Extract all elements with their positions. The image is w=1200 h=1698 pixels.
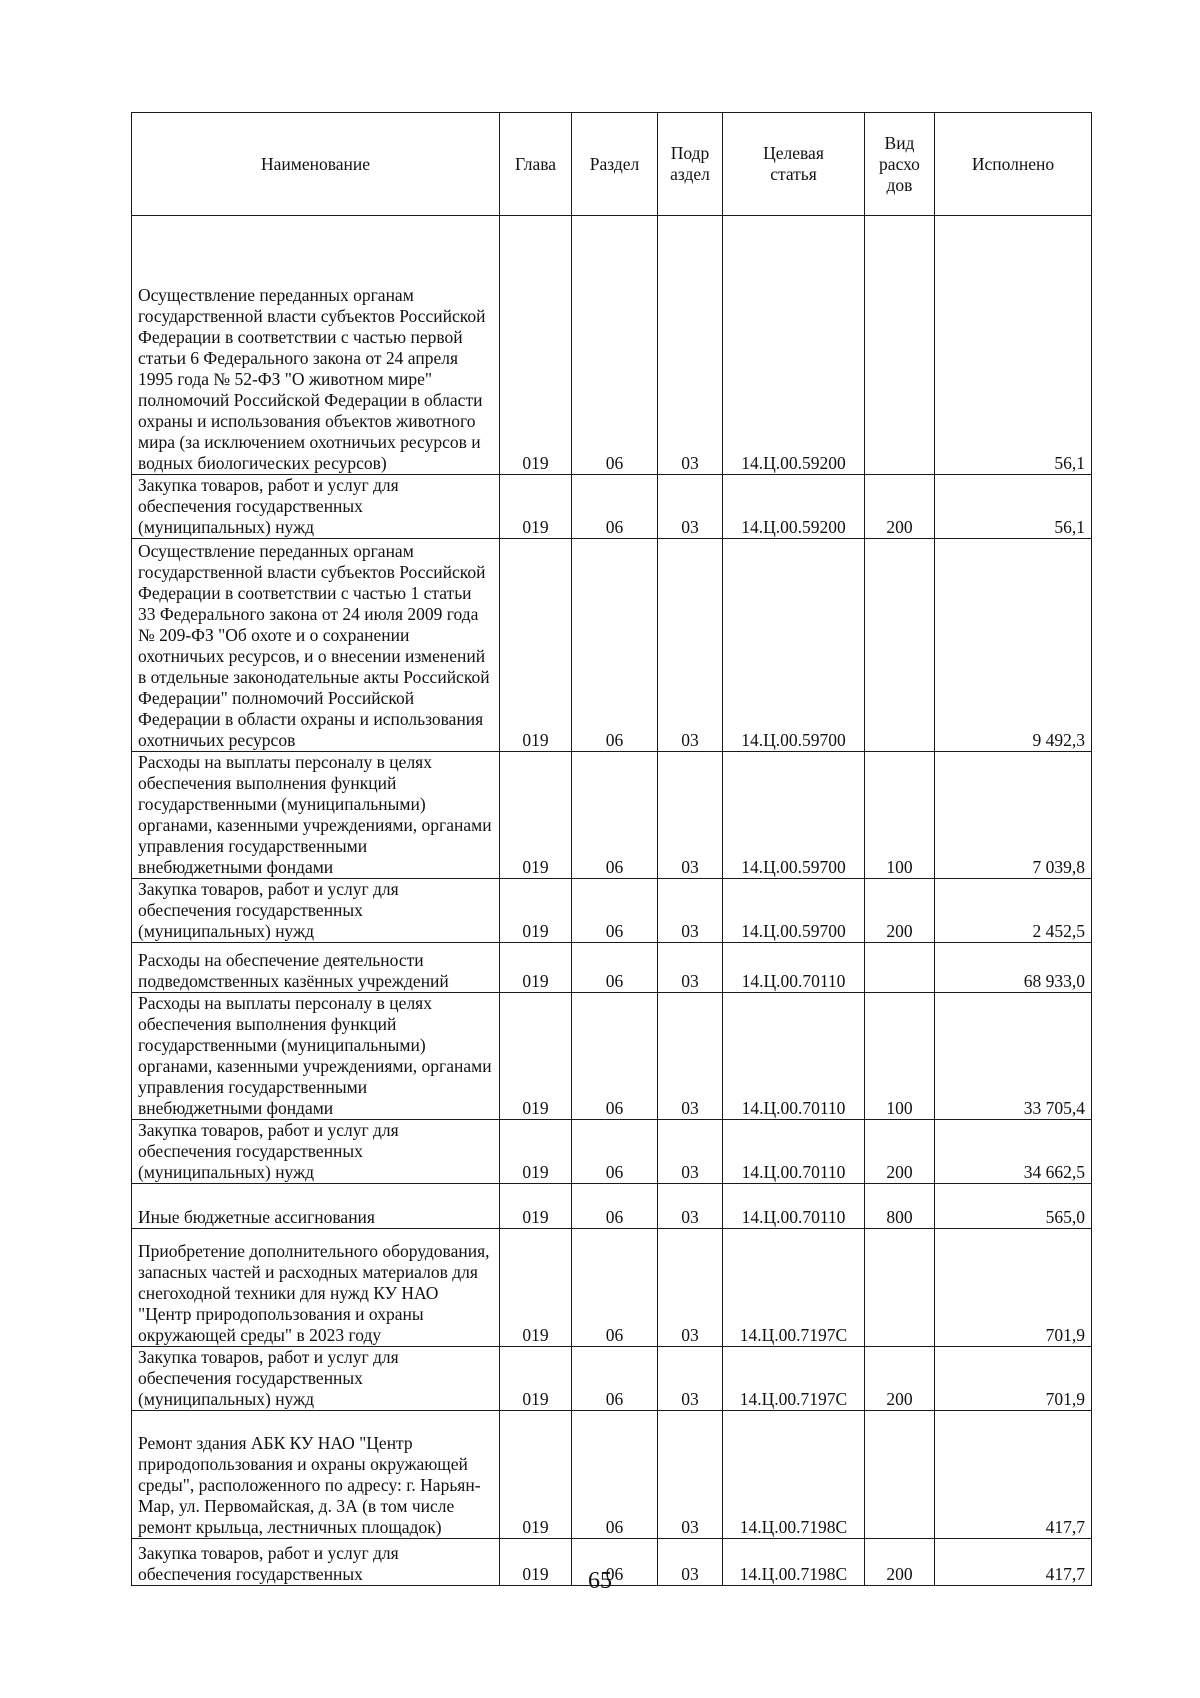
row-section: 06: [572, 1184, 658, 1229]
row-expense-type: 200: [865, 1347, 935, 1411]
row-amount: 56,1: [935, 475, 1092, 539]
header-name: Наименование: [132, 113, 500, 216]
row-amount: 34 662,5: [935, 1120, 1092, 1184]
table-row: [132, 1184, 1092, 1229]
row-subsection: 03: [658, 1120, 723, 1184]
header-target: Целевая статья: [723, 113, 865, 216]
row-subsection: 03: [658, 879, 723, 943]
row-subsection: 03: [658, 993, 723, 1120]
row-target-article: 14.Ц.00.7198С: [723, 1411, 865, 1539]
header-executed: Исполнено: [935, 113, 1092, 216]
row-subsection: 03: [658, 1539, 723, 1586]
row-section: 06: [572, 1229, 658, 1347]
row-target-article: 14.Ц.00.70110: [723, 1120, 865, 1184]
row-amount: 565,0: [935, 1184, 1092, 1229]
row-amount: 2 452,5: [935, 879, 1092, 943]
row-section: 06: [572, 752, 658, 879]
header-chapter: Глава: [500, 113, 572, 216]
row-subsection: 03: [658, 1411, 723, 1539]
row-amount: 417,7: [935, 1411, 1092, 1539]
table-row: [132, 1120, 1092, 1184]
row-section: 06: [572, 879, 658, 943]
row-subsection: 03: [658, 1184, 723, 1229]
table-row: [132, 1411, 1092, 1539]
budget-table: [131, 112, 1092, 1586]
row-amount: 9 492,3: [935, 539, 1092, 752]
row-chapter: 019: [500, 475, 572, 539]
row-chapter: 019: [500, 1539, 572, 1586]
row-section: 06: [572, 1120, 658, 1184]
row-amount: 56,1: [935, 216, 1092, 475]
row-target-article: 14.Ц.00.7197С: [723, 1229, 865, 1347]
row-name: Закупка товаров, работ и услуг для обеспечения государственных (муниципальных) нужд: [132, 879, 500, 943]
row-section: 06: [572, 1539, 658, 1586]
row-target-article: 14.Ц.00.70110: [723, 943, 865, 993]
table-row: [132, 943, 1092, 993]
table-header-row: [132, 113, 1092, 216]
row-section: 06: [572, 993, 658, 1120]
table-row: [132, 1229, 1092, 1347]
row-chapter: 019: [500, 216, 572, 475]
row-name: Закупка товаров, работ и услуг для обеспечения государственных (муниципальных) нужд: [132, 1120, 500, 1184]
row-chapter: 019: [500, 1229, 572, 1347]
row-expense-type: [865, 539, 935, 752]
row-expense-type: [865, 943, 935, 993]
row-chapter: 019: [500, 879, 572, 943]
row-subsection: 03: [658, 752, 723, 879]
row-name: Расходы на выплаты персоналу в целях обеспечения выполнения функций государственными (муниципальными) органами, казенными учреждениями, органами управления государственными внебюджетными фондами: [132, 993, 500, 1120]
row-expense-type: 100: [865, 752, 935, 879]
row-name: Осуществление переданных органам государственной власти субъектов Российской Федерации в соответствии с частью первой статьи 6 Федерального закона от 24 апреля 1995 года № 52-ФЗ "О животном мире" полномочий Российской Федерации в области охраны и использования объектов животного мира (за исключением охотничьих ресурсов и водных биологических ресурсов): [132, 216, 500, 475]
row-subsection: 03: [658, 539, 723, 752]
header-subsection: Подр аздел: [658, 113, 723, 216]
table-row: [132, 879, 1092, 943]
row-target-article: 14.Ц.00.70110: [723, 1184, 865, 1229]
row-expense-type: 200: [865, 1120, 935, 1184]
row-name: Расходы на выплаты персоналу в целях обеспечения выполнения функций государственными (муниципальными) органами, казенными учреждениями, органами управления государственными внебюджетными фондами: [132, 752, 500, 879]
table-row: [132, 539, 1092, 752]
row-target-article: 14.Ц.00.7197С: [723, 1347, 865, 1411]
header-expense-type: Вид расхо дов: [865, 113, 935, 216]
row-expense-type: 800: [865, 1184, 935, 1229]
row-expense-type: 200: [865, 879, 935, 943]
table-row: [132, 752, 1092, 879]
row-target-article: 14.Ц.00.59200: [723, 216, 865, 475]
table-row: [132, 1347, 1092, 1411]
row-chapter: 019: [500, 993, 572, 1120]
row-section: 06: [572, 1347, 658, 1411]
row-amount: 33 705,4: [935, 993, 1092, 1120]
table-row: [132, 475, 1092, 539]
row-amount: 701,9: [935, 1229, 1092, 1347]
row-section: 06: [572, 475, 658, 539]
row-amount: 701,9: [935, 1347, 1092, 1411]
row-chapter: 019: [500, 943, 572, 993]
row-subsection: 03: [658, 216, 723, 475]
row-name: Закупка товаров, работ и услуг для обеспечения государственных (муниципальных) нужд: [132, 1347, 500, 1411]
row-amount: 7 039,8: [935, 752, 1092, 879]
row-name: Закупка товаров, работ и услуг для обеспечения государственных: [132, 1539, 500, 1586]
row-expense-type: [865, 1411, 935, 1539]
row-chapter: 019: [500, 752, 572, 879]
row-subsection: 03: [658, 475, 723, 539]
row-subsection: 03: [658, 1229, 723, 1347]
row-chapter: 019: [500, 1411, 572, 1539]
row-target-article: 14.Ц.00.70110: [723, 993, 865, 1120]
row-name: Ремонт здания АБК КУ НАО "Центр природопользования и охраны окружающей среды", расположенного по адресу: г. Нарьян-Мар, ул. Первомайская, д. 3А (в том числе ремонт крыльца, лестничных площадок): [132, 1411, 500, 1539]
row-subsection: 03: [658, 1347, 723, 1411]
row-chapter: 019: [500, 1120, 572, 1184]
row-section: 06: [572, 1411, 658, 1539]
table-row: [132, 993, 1092, 1120]
row-expense-type: [865, 1229, 935, 1347]
row-name: Закупка товаров, работ и услуг для обеспечения государственных (муниципальных) нужд: [132, 475, 500, 539]
row-expense-type: 100: [865, 993, 935, 1120]
row-target-article: 14.Ц.00.59200: [723, 475, 865, 539]
row-amount: 417,7: [935, 1539, 1092, 1586]
row-subsection: 03: [658, 943, 723, 993]
row-target-article: 14.Ц.00.59700: [723, 752, 865, 879]
row-section: 06: [572, 216, 658, 475]
row-name: Иные бюджетные ассигнования: [132, 1184, 500, 1229]
header-section: Раздел: [572, 113, 658, 216]
row-target-article: 14.Ц.00.59700: [723, 879, 865, 943]
table-body: [132, 216, 1092, 1586]
row-section: 06: [572, 539, 658, 752]
row-name: Осуществление переданных органам государственной власти субъектов Российской Федерации в соответствии с частью 1 статьи 33 Федерального закона от 24 июля 2009 года № 209-ФЗ "Об охоте и о сохранении охотничьих ресурсов, и о внесении изменений в отдельные законодательные акты Российской Федерации" полномочий Российской Федерации в области охраны и использования охотничьих ресурсов: [132, 539, 500, 752]
row-section: 06: [572, 943, 658, 993]
row-expense-type: 200: [865, 475, 935, 539]
row-name: Расходы на обеспечение деятельности подведомственных казённых учреждений: [132, 943, 500, 993]
table-row: [132, 216, 1092, 475]
row-expense-type: 200: [865, 1539, 935, 1586]
row-target-article: 14.Ц.00.7198С: [723, 1539, 865, 1586]
page-number: 65: [588, 1568, 612, 1594]
row-expense-type: [865, 216, 935, 475]
row-chapter: 019: [500, 1347, 572, 1411]
row-chapter: 019: [500, 1184, 572, 1229]
row-name: Приобретение дополнительного оборудования, запасных частей и расходных материалов для снегоходной техники для нужд КУ НАО "Центр природопользования и охраны окружающей среды" в 2023 году: [132, 1229, 500, 1347]
row-chapter: 019: [500, 539, 572, 752]
row-amount: 68 933,0: [935, 943, 1092, 993]
row-target-article: 14.Ц.00.59700: [723, 539, 865, 752]
